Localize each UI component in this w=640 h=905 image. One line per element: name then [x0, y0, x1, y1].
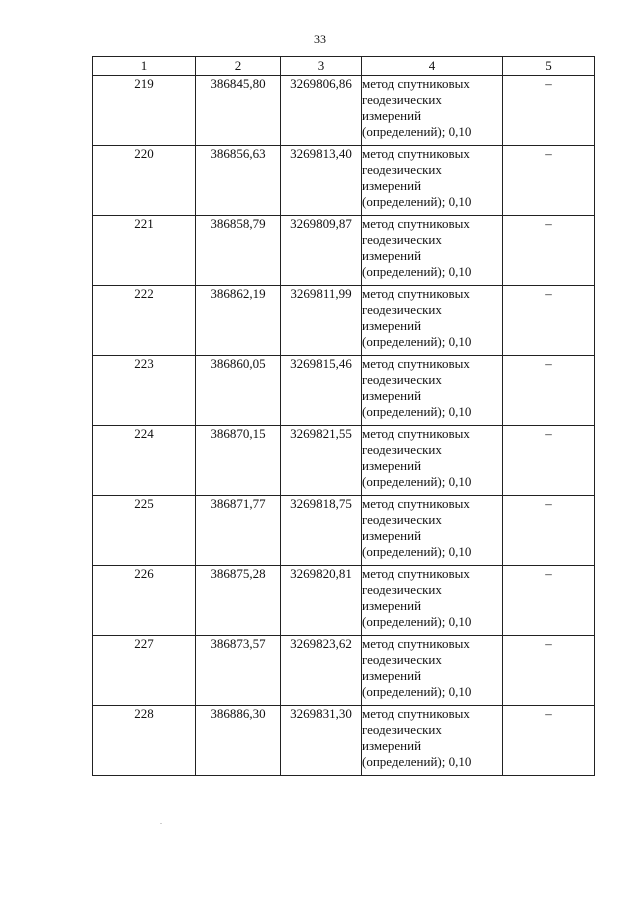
method-text-line: геодезических	[362, 162, 442, 177]
method-text-line: измерений	[362, 528, 422, 543]
dash-value: –	[545, 706, 552, 721]
accuracy-cell	[503, 146, 595, 216]
dash-value: –	[545, 286, 552, 301]
point-number-cell: 226	[93, 566, 196, 636]
method-text-line: геодезических	[362, 92, 442, 107]
page-number: 33	[314, 32, 326, 46]
method-text-line: измерений	[362, 668, 422, 683]
y-coordinate-cell: 3269806,86	[281, 76, 362, 146]
table-row	[93, 496, 595, 566]
method-text-line: (определений); 0,10	[362, 614, 472, 629]
dash-value: –	[545, 146, 552, 161]
method-cell	[362, 356, 503, 426]
dash-value: –	[545, 76, 552, 91]
method-cell	[362, 496, 503, 566]
y-coordinate-cell: 3269831,30	[281, 706, 362, 776]
accuracy-cell	[503, 566, 595, 636]
table-row	[93, 426, 595, 496]
method-text-line: геодезических	[362, 722, 442, 737]
column-header-4: 4	[362, 57, 503, 76]
point-number-cell: 220	[93, 146, 196, 216]
table-row	[93, 636, 595, 706]
method-text-line: геодезических	[362, 512, 442, 527]
method-text-line: геодезических	[362, 442, 442, 457]
column-header-5: 5	[503, 57, 595, 76]
point-number-cell: 227	[93, 636, 196, 706]
method-text-line: метод спутниковых	[362, 636, 470, 651]
x-coordinate-cell: 386871,77	[196, 496, 281, 566]
dash-value: –	[545, 356, 552, 371]
scan-artifact	[160, 823, 162, 824]
method-text-line: (определений); 0,10	[362, 404, 472, 419]
column-header-1: 1	[93, 57, 196, 76]
accuracy-cell	[503, 636, 595, 706]
table-row	[93, 76, 595, 146]
method-cell	[362, 636, 503, 706]
column-header-2: 2	[196, 57, 281, 76]
method-text-line: (определений); 0,10	[362, 124, 472, 139]
dash-value: –	[545, 636, 552, 651]
y-coordinate-cell: 3269811,99	[281, 286, 362, 356]
method-cell	[362, 216, 503, 286]
point-number-cell: 225	[93, 496, 196, 566]
method-text-line: измерений	[362, 388, 422, 403]
x-coordinate-cell: 386862,19	[196, 286, 281, 356]
method-text-line: метод спутниковых	[362, 146, 470, 161]
method-text-line: метод спутниковых	[362, 426, 470, 441]
method-text-line: метод спутниковых	[362, 356, 470, 371]
y-coordinate-cell: 3269823,62	[281, 636, 362, 706]
method-cell	[362, 146, 503, 216]
method-text-line: метод спутниковых	[362, 706, 470, 721]
accuracy-cell	[503, 496, 595, 566]
accuracy-cell	[503, 426, 595, 496]
method-text-line: метод спутниковых	[362, 76, 470, 91]
point-number-cell: 219	[93, 76, 196, 146]
x-coordinate-cell: 386873,57	[196, 636, 281, 706]
y-coordinate-cell: 3269815,46	[281, 356, 362, 426]
method-text-line: (определений); 0,10	[362, 684, 472, 699]
x-coordinate-cell: 386875,28	[196, 566, 281, 636]
method-cell	[362, 706, 503, 776]
table-row	[93, 286, 595, 356]
method-text-line: (определений); 0,10	[362, 334, 472, 349]
accuracy-cell	[503, 76, 595, 146]
method-text-line: геодезических	[362, 652, 442, 667]
method-text-line: (определений); 0,10	[362, 754, 472, 769]
method-text-line: измерений	[362, 318, 422, 333]
accuracy-cell	[503, 706, 595, 776]
table-row	[93, 566, 595, 636]
point-number-cell: 224	[93, 426, 196, 496]
method-cell	[362, 286, 503, 356]
table-body	[93, 76, 595, 776]
method-text-line: измерений	[362, 738, 422, 753]
x-coordinate-cell: 386845,80	[196, 76, 281, 146]
accuracy-cell	[503, 216, 595, 286]
dash-value: –	[545, 216, 552, 231]
accuracy-cell	[503, 286, 595, 356]
method-cell	[362, 76, 503, 146]
column-header-3: 3	[281, 57, 362, 76]
table-header-row	[93, 57, 595, 76]
y-coordinate-cell: 3269813,40	[281, 146, 362, 216]
method-cell	[362, 566, 503, 636]
method-text-line: метод спутниковых	[362, 566, 470, 581]
table-row	[93, 706, 595, 776]
method-text-line: метод спутниковых	[362, 286, 470, 301]
y-coordinate-cell: 3269818,75	[281, 496, 362, 566]
method-text-line: метод спутниковых	[362, 496, 470, 511]
x-coordinate-cell: 386886,30	[196, 706, 281, 776]
y-coordinate-cell: 3269821,55	[281, 426, 362, 496]
x-coordinate-cell: 386858,79	[196, 216, 281, 286]
point-number-cell: 222	[93, 286, 196, 356]
table-row	[93, 146, 595, 216]
method-text-line: измерений	[362, 248, 422, 263]
method-text-line: геодезических	[362, 232, 442, 247]
method-text-line: измерений	[362, 108, 422, 123]
point-number-cell: 223	[93, 356, 196, 426]
method-text-line: геодезических	[362, 372, 442, 387]
point-number-cell: 228	[93, 706, 196, 776]
method-text-line: (определений); 0,10	[362, 544, 472, 559]
dash-value: –	[545, 426, 552, 441]
method-text-line: измерений	[362, 598, 422, 613]
x-coordinate-cell: 386860,05	[196, 356, 281, 426]
dash-value: –	[545, 496, 552, 511]
method-text-line: (определений); 0,10	[362, 264, 472, 279]
method-text-line: метод спутниковых	[362, 216, 470, 231]
method-text-line: измерений	[362, 178, 422, 193]
x-coordinate-cell: 386856,63	[196, 146, 281, 216]
dash-value: –	[545, 566, 552, 581]
y-coordinate-cell: 3269820,81	[281, 566, 362, 636]
method-text-line: геодезических	[362, 302, 442, 317]
table-row	[93, 216, 595, 286]
table-row	[93, 356, 595, 426]
y-coordinate-cell: 3269809,87	[281, 216, 362, 286]
method-cell	[362, 426, 503, 496]
method-text-line: (определений); 0,10	[362, 194, 472, 209]
coordinates-table	[92, 56, 595, 776]
method-text-line: измерений	[362, 458, 422, 473]
method-text-line: геодезических	[362, 582, 442, 597]
point-number-cell: 221	[93, 216, 196, 286]
accuracy-cell	[503, 356, 595, 426]
method-text-line: (определений); 0,10	[362, 474, 472, 489]
x-coordinate-cell: 386870,15	[196, 426, 281, 496]
